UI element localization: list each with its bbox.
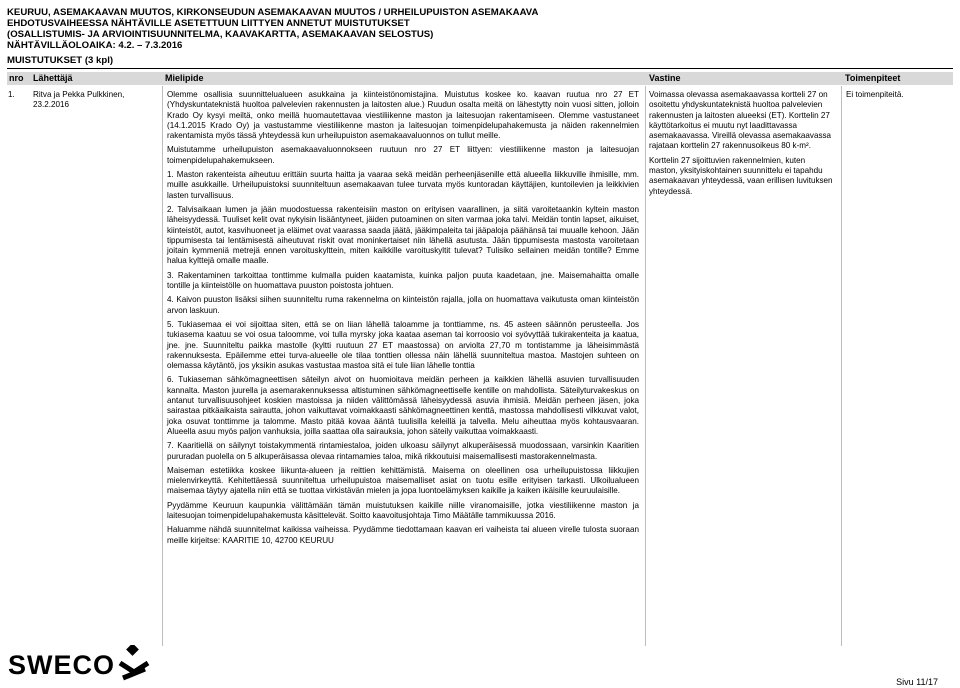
- column-header-response: Vastine: [649, 73, 681, 83]
- row-response: [649, 90, 834, 201]
- column-header-actions: Toimenpiteet: [845, 73, 901, 83]
- header-line-2: EHDOTUSVAIHEESSA NÄHTÄVILLE ASETETTUUN LIITTYEN ANNETUT MUISTUTUKSET: [7, 18, 410, 29]
- sweco-logo: [8, 645, 151, 685]
- column-header-sender: Lähettäjä: [33, 73, 73, 83]
- opinion-paragraph: Muistutamme urheilupuiston asemakaavaluonnokseen ruutuun nro 27 ET liittyen: viestiliikenne maston ja laitesuojan toimenpidelupahakemukseen.: [167, 145, 639, 165]
- row-opinion: [167, 90, 639, 550]
- opinion-paragraph: 6. Tukiaseman sähkömagneettisen säteilyn aivot on huomioitava meidän perheen ja kaikkien lähellä asuvien turvallisuuden kannalta. Maston juurella ja asemarakennuksessa altistuminen sähkömagneettiselle kentille on mahdollista. Säteilyturvakeskus on antanut turvallisuusohjeet koskien mastoissa ja niiden välittömässä läheisyydessä asuvia ihmisiä. Meidän perheen jäsen, joka sairastaa pitkäaikaista sairautta, johon vaikuttavat voimakkaasti sähkömagneettinen kenttä, mastossa mahdollisesti vilkkuvat valot, joka osuvat tonttimme ja talomme. Masto pitää kovaa ääntä tuulisilla keleillä ja talvella. Melu aiheuttaa myös kohtausvaaran. Alueella asuu myös paljon vanhuksia, joilla saattaa olla sairauksia, johon säteily vaikuttaa voimakkaasti.: [167, 375, 639, 436]
- header-line-4: NÄHTÄVILLÄOLOAIKA: 4.2. – 7.3.2016: [7, 40, 183, 51]
- header-subtitle: MUISTUTUKSET (3 kpl): [7, 55, 114, 66]
- column-separator: [841, 86, 842, 646]
- column-separator: [162, 86, 163, 646]
- opinion-paragraph: Olemme osallisia suunnittelualueen asukkaina ja kiinteistönomistajina. Muistutus koskee ko. kaavan ruutua nro 27 ET (Yhdyskuntateknistä huoltoa palvelevien rakennusten ja laitosten alue.) Ruudun osalta meitä on lähestytty noin vuosi sitten, jolloin Krado Oy kysyi meiltä, onko meillä huomautettavaa viestiliikenne maston ja laitesuojan rakentamiseen. Olemme vastustaneet (14.1.2015 Krado Oy) ja vastustamme viestiliikenne maston ja laitesuojan toimenpidelupahakemusta ja näiden rakennelmien rakentamista myös tässä yhteydessä kun urheilupuiston asemakaavaluonnos on tullut meille.: [167, 90, 639, 141]
- opinion-paragraph: 1. Maston rakenteista aiheutuu erittäin suurta haitta ja vaaraa sekä meidän perheenjäsenille että alueella liikkuville ihmisille, mm. muille asukkaille. Urheilupuistoksi suunniteltuun asemakaavan tulee turvata myös kuntoradan käyttäjien, kuntoilevien ja leikkivien lasten turvallisuus.: [167, 170, 639, 200]
- opinion-paragraph: Maiseman estetiikka koskee liikunta-alueen ja reittien kehittämistä. Maisema on oleellinen osa urheilupuistossa liikkujien mielenvirkeyttä. Kehitettäessä suunniteltua urheilupuistoa maisemalliset asiat on tuotu esille erityisen tarkasti. Ulkoilualueen maisemaa täytyy ajatella niin että se tuottaa virkistävän mielen ja jopa luontoelämyksen kaikille ja kaiken ikäisille keuruulaisille.: [167, 465, 639, 496]
- response-paragraph: Voimassa olevassa asemakaavassa kortteli 27 on osoitettu yhdyskuntateknistä huoltoa palvelevien rakennusten ja laitosten alueeksi (ET). Korttelin 27 käyttötarkoitus ei muutu nyt laadittavassa asemakaavassa. Vireillä olevassa asemakaavassa rajataan korttelin 27 rakennusoikeus 80 k-m².: [649, 90, 832, 151]
- column-separator: [645, 86, 646, 646]
- opinion-paragraph: 3. Rakentaminen tarkoittaa tonttimme kulmalla puiden kaatamista, kuinka paljon puuta kaadetaan, jne. Maisemahaitta omalle tontille ja kiinteistölle on huomattava puuston poistosta johtuen.: [167, 270, 639, 291]
- row-number: 1.: [8, 90, 15, 99]
- opinion-paragraph: 5. Tukiasemaa ei voi sijoittaa siten, että se on liian lähellä taloamme ja tonttiamme, ns. 45 asteen säännön perusteella. Jos tukiasema kaatuu se voi osua taloomme, voi tulla myrsky joka kaataa aseman tai korroosio voi syövyttää tukirakenteita ja kaatua, jne. jne. Suunniteltu paikka mastolle (kyltti ruutuun 27 ET maastossa) on arviolta 27,70 m tontistamme ja läheisimmästä rakennuksesta. Epäilemme ettei turva-alueelle ole tilaa tonttien ollessa näin lähellä suunniteltua mastoa. Mastojen suhteen on olemassa käytäntö, jos yksikin asukas vastustaa mastoa sitä ei tule liian lähelle tonttia: [167, 319, 639, 371]
- column-header-nro: nro: [9, 73, 24, 83]
- header-line-3: (OSALLISTUMIS- JA ARVIOINTISUUNNITELMA, KAAVAKARTTA, ASEMAKAAVAN SELOSTUS): [7, 29, 434, 40]
- opinion-paragraph: 4. Kaivon puuston lisäksi siihen suunniteltu ruma rakennelma on kiinteistön rajalla, jolla on huomattava vaikutusta oman kiinteistön arvon laskuun.: [167, 295, 639, 315]
- sweco-emblem-icon: [117, 645, 151, 685]
- page-number: Sivu 11/17: [896, 677, 938, 687]
- response-paragraph: Korttelin 27 sijoittuvien rakennelmien, kuten maston, yksityiskohtainen suunnittelu ei tapahdu asemakaavan yhteydessä, vaan erillisen luvituksen yhteydessä.: [649, 155, 833, 196]
- header-line-1: KEURUU, ASEMAKAAVAN MUUTOS, KIRKONSEUDUN ASEMAKAAVAN MUUTOS / URHEILUPUISTON ASEMAKAAVA: [7, 7, 539, 18]
- document-header: [7, 7, 953, 66]
- header-divider: [7, 68, 953, 69]
- opinion-paragraph: Haluamme nähdä suunnitelmat kaikissa vaiheissa. Pyydämme tiedottamaan kaavan eri vaiheista tai alueen virelle tulosta suoraan meille kirjeitse: KAARITIE 10, 42700 KEURUU: [167, 525, 639, 545]
- column-header-opinion: Mielipide: [165, 73, 204, 83]
- table-header-row: [7, 72, 953, 85]
- opinion-paragraph: 2. Talvisaikaan lumen ja jään muodostuessa rakenteisiin maston on erityisen vaarallinen, ja siitä varoitetaankin kyltein maston läheisyydessä. Tuuliset kelit ovat nykyisin lisääntyneet, jäiden putoaminen on siten varmaa joka talvi. Meidän tontin lapset, aikuiset, kiinteistöt, autot, kasvihuoneet ja eläimet ovat vaarassa saada jäätä, jääkimpaleita tai jääpaloja päähänsä tai muualle kehoon. Jään tippumisesta tai lentämisestä aiheutuvat riskit ovat moninkertaiset niin lähellä asutusta. Jään tippumisesta mastosta varoitetaan joitain kymmeniä metrejä ennen varoituskylttein, miten kaikkille varoituskyltit tulevat? Tulisiko sellainen meidän tontille? Emme halua kylttejä omalle maalle.: [167, 204, 639, 266]
- opinion-paragraph: 7. Kaaritiellä on säilynyt toistakymmentä rintamiestaloa, joiden ulkoasu säilynyt alkuperäisessä muodossaan, varsinkin Kaaritien pururadan puolella on 5 alkuperäisassa olevaa rintamamies taloa, mikä rikkoutuisi maisemallisesti mastorakennelmasta.: [167, 441, 639, 461]
- logo-wordmark: SWECO: [8, 649, 116, 680]
- opinion-paragraph: Pyydämme Keuruun kaupunkia välittämään tämän muistutuksen kaikille niille viranomaisille, jotka viestiliikenne maston ja laitesuojan toimenpidelupahakemusta käsittelevät. Soitto kaavoitusjohtaja Timo Määtälle tammikuussa 2016.: [167, 500, 639, 520]
- row-action: Ei toimenpiteitä.: [846, 90, 904, 99]
- row-sender: Ritva ja Pekka Pulkkinen, 23.2.2016: [33, 90, 125, 110]
